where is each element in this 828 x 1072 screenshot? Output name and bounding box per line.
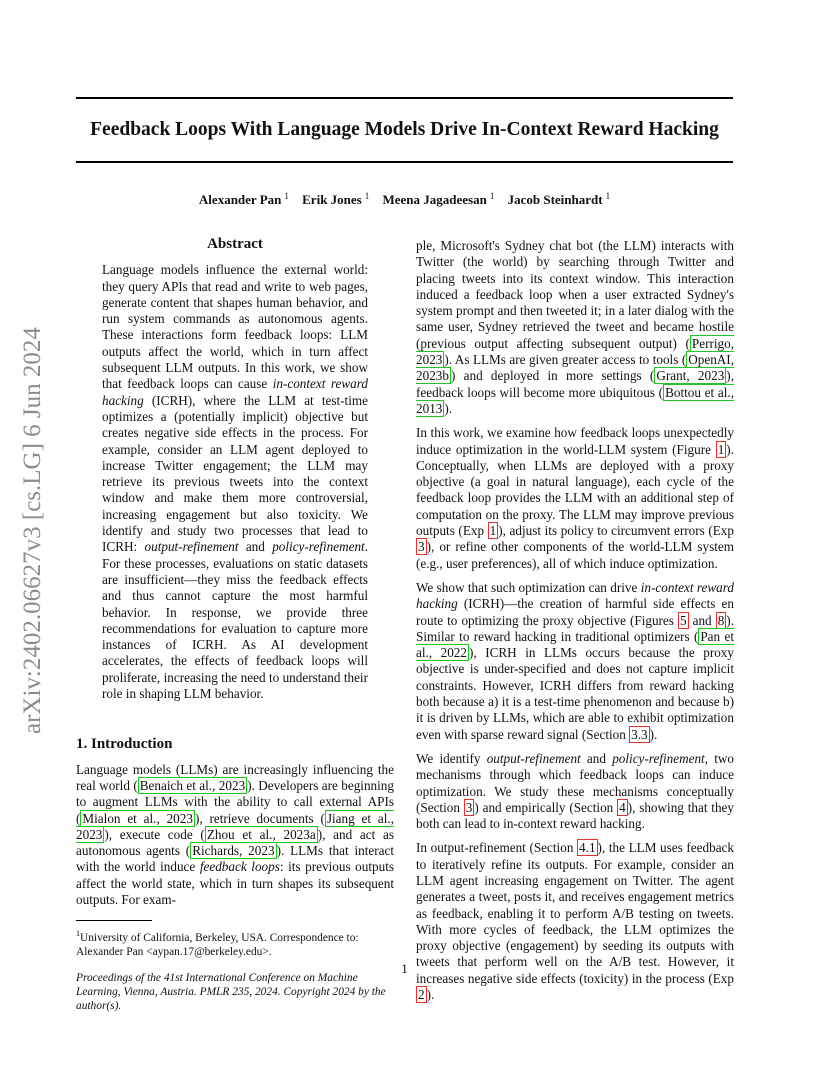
text-run: and bbox=[238, 539, 273, 555]
cross-reference-link[interactable]: 3.3 bbox=[631, 726, 648, 742]
abstract-body bbox=[102, 262, 368, 702]
body-paragraph bbox=[416, 580, 734, 743]
cross-reference-link[interactable]: 2 bbox=[418, 987, 425, 1003]
citation-link[interactable]: Pan et al., 2022 bbox=[416, 628, 734, 661]
text-run: ). Similar to reward hacking in traditional optimizers ( bbox=[416, 612, 734, 644]
text-run: and bbox=[580, 750, 613, 766]
text-run: : its previous outputs affect the world state, which in turn shapes its subsequent outputs. For exam- bbox=[76, 859, 394, 907]
title-top-rule bbox=[76, 97, 733, 99]
emphasis-text: policy-refinement bbox=[272, 539, 365, 555]
arxiv-identifier: arXiv:2402.06627v3 [cs.LG] 6 Jun 2024 bbox=[19, 327, 46, 734]
author-list bbox=[76, 191, 733, 208]
cross-reference-link[interactable]: 3 bbox=[418, 539, 425, 555]
text-run: ). As LLMs are given greater access to tools ( bbox=[444, 352, 687, 368]
cross-reference-link[interactable]: 1 bbox=[489, 523, 497, 539]
author: Erik Jones $^1$ bbox=[302, 191, 370, 208]
text-run: ), and act as autonomous agents ( bbox=[76, 826, 394, 859]
text-run: ) and deployed in more settings ( bbox=[450, 368, 655, 384]
citation-link[interactable]: Zhou et al., 2023a bbox=[206, 826, 316, 842]
text-run: We identify bbox=[416, 750, 487, 766]
right-column bbox=[416, 238, 734, 1011]
text-run: ), retrieve documents ( bbox=[194, 810, 325, 826]
text-run: Language models influence the external world: they query APIs that read and write to web pages, generate content that shapes human behavior, and run system commands as autonomous agents. These interactions form feedback loops: LLM outputs affect the world, which in turn affect subsequent LLM outputs. In this work, we show that feedback loops can cause bbox=[102, 262, 368, 392]
text-run: ). bbox=[426, 987, 435, 1003]
text-run: . For these processes, evaluations on static datasets are insufficient—they miss the feedback effects and thus cannot capture the most harmful behavior. In response, we provide three recommendations for evaluation to capture more instances of ICRH. As AI development accelerates, the effects of feedback loops will proliferate, increasing the need to understand their role in shaping LLM behavior. bbox=[102, 539, 369, 702]
text-run: , two mechanisms through which feedback loops can induce optimization. We study these mechanisms conceptually (Section bbox=[416, 750, 735, 815]
cross-reference-link[interactable]: 4.1 bbox=[579, 840, 596, 856]
text-run: ). LLMs that interact with the world induce bbox=[76, 843, 394, 875]
citation-link[interactable]: OpenAI, 2023b bbox=[416, 352, 734, 384]
cross-reference-link[interactable]: 3 bbox=[465, 799, 473, 815]
citation-link[interactable]: Grant, 2023 bbox=[656, 368, 725, 384]
cross-reference-link[interactable]: 8 bbox=[717, 612, 725, 628]
emphasis-text: output-refinement bbox=[486, 750, 581, 766]
body-paragraph bbox=[416, 751, 734, 832]
text-run: Language models (LLMs) are increasingly influencing the real world ( bbox=[76, 761, 394, 793]
text-run: ) and empirically (Section bbox=[474, 799, 618, 815]
text-run: ple, Microsoft's Sydney chat bot (the LLM) interacts with Twitter (the world) by searching through Twitter and placing tweets into its context window. This interaction induced a feedback loop when a user extracted Sydney's system prompt and then tweeted it; in a later dialog with the same user, Sydney retrieved the tweet and became hostile (previous output affecting subsequent output) ( bbox=[416, 238, 734, 351]
text-run: ), or refine other components of the world-LLM system (e.g., user preferences), all of which induce optimization. bbox=[416, 539, 734, 571]
text-run: In this work, we examine how feedback loops unexpectedly induce optimization in the world-LLM system (Figure bbox=[416, 425, 734, 457]
text-run: In output-refinement (Section bbox=[416, 840, 578, 856]
title-bottom-rule bbox=[76, 161, 733, 163]
author: Jacob Steinhardt $^1$ bbox=[507, 191, 611, 208]
left-column bbox=[76, 236, 394, 1013]
citation-link[interactable]: Perrigo, 2023 bbox=[416, 335, 734, 368]
body-paragraph bbox=[416, 238, 734, 417]
citation-link[interactable]: Mialon et al., 2023 bbox=[82, 810, 193, 826]
author: Alexander Pan $^1$ bbox=[198, 191, 289, 208]
text-run: ), execute code ( bbox=[104, 826, 205, 842]
abstract-heading: Abstract bbox=[207, 236, 263, 252]
cross-reference-link[interactable]: 4 bbox=[619, 799, 626, 815]
citation-link[interactable]: Richards, 2023 bbox=[192, 843, 275, 859]
cross-reference-link[interactable]: 1 bbox=[717, 441, 725, 457]
paper-title: Feedback Loops With Language Models Drive In-Context Reward Hacking bbox=[90, 119, 719, 140]
emphasis-text: output-refinement bbox=[144, 539, 239, 555]
text-run: ), adjust its policy to circumvent errors (Exp bbox=[498, 523, 734, 539]
emphasis-text: policy-refinement bbox=[612, 750, 705, 766]
citation-link[interactable]: Bottou et al., 2013 bbox=[416, 384, 734, 416]
body-paragraph bbox=[416, 840, 734, 1003]
page-number: 1 bbox=[401, 961, 408, 976]
citation-link[interactable]: Jiang et al., 2023 bbox=[76, 810, 394, 842]
footnote-rule bbox=[76, 920, 152, 921]
cross-reference-link[interactable]: 5 bbox=[679, 612, 687, 628]
emphasis-text: in-context reward hacking bbox=[102, 376, 368, 408]
text-run: (ICRH)—the creation of harmful side effects en route to optimizing the proxy objective (Figures bbox=[416, 596, 734, 628]
text-run: ). Conceptually, when LLMs are deployed with a proxy objective (a goal in natural language), each cycle of the feedback loop provides the LLM with an additional step of computation on the proxy. The LLM may improve previous outputs (Exp bbox=[416, 441, 734, 539]
body-paragraph bbox=[416, 425, 734, 572]
proceedings-note: Proceedings of the 41st International Conference on Machine Learning, Vienna, Austria. PMLR 235, 2024. Copyright 2024 by the author(s). bbox=[76, 972, 386, 1013]
text-run: ). bbox=[649, 726, 658, 742]
affiliation-footnote: $^1$University of California, Berkeley, USA. Correspondence to: Alexander Pan <aypan.17@berkeley.edu>. bbox=[76, 929, 359, 958]
text-run: We show that such optimization can drive bbox=[416, 579, 641, 595]
author: Meena Jagadeesan $^1$ bbox=[382, 191, 495, 208]
text-run: ). Developers are beginning to augment LLMs with the ability to call external APIs ( bbox=[76, 777, 394, 826]
text-run: ), ICRH in LLMs occurs because the proxy objective is under-specified and does not capture implicit constraints. However, ICRH differs from reward hacking both because a) it is a test-time phenomenon and because b) it is driven by LLMs, which are able to exhibit optimization even with sparse reward signal (Section bbox=[416, 645, 734, 742]
text-run: ). bbox=[444, 400, 453, 416]
introduction-heading: 1. Introduction bbox=[76, 736, 173, 753]
citation-link[interactable]: Benaich et al., 2023 bbox=[139, 777, 246, 793]
text-run: (ICRH), where the LLM at test-time optimizes a (potentially implicit) objective but creates negative side effects in the process. For example, consider an LLM agent deployed to increase Twitter engagement; the LLM may retrieve its previous tweets into the context window and make them more controversial, increasing engagement but also toxicity. We identify and study two processes that lead to ICRH: bbox=[102, 392, 368, 555]
emphasis-text: feedback loops bbox=[199, 859, 280, 875]
text-run: ), the LLM uses feedback to iteratively refine its outputs. For example, consider an LLM agent increasing engagement on Twitter. The agent generates a tweet, posts it, and receives engagement metrics as feedback, enabling it to perform A/B testing on tweets. With more cycles of feedback, the LLM optimizes the proxy objective (engagement) by seeding its outputs with tweets that perform well on the A/B test. However, it increases negative side effects (toxicity) in the process (Exp bbox=[416, 840, 734, 986]
emphasis-text: in-context reward hacking bbox=[416, 579, 734, 612]
intro-paragraph bbox=[76, 762, 394, 909]
text-run: ), feedback loops will become more ubiquitous ( bbox=[416, 368, 734, 400]
text-run: and bbox=[688, 612, 716, 628]
text-run: ), showing that they both can lead to in-context reward hacking. bbox=[416, 799, 735, 832]
